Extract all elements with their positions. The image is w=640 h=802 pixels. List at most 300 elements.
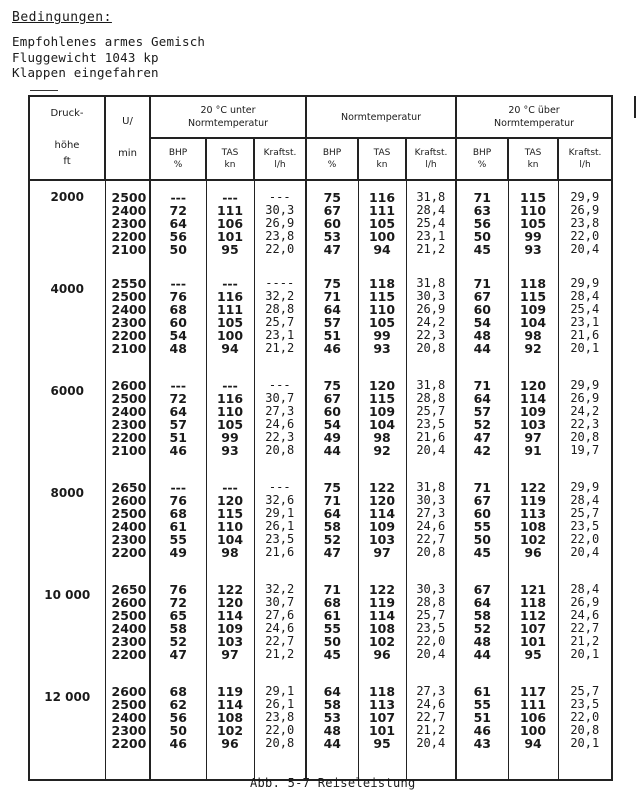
tas-value: 111 — [216, 302, 244, 317]
rpm-value: 2650 — [111, 582, 147, 597]
fuel-value: 27,3 — [416, 684, 446, 698]
fuel-value: 23,8 — [570, 216, 600, 230]
bhp-value: 67 — [473, 289, 491, 304]
fuel-value: 20,4 — [570, 242, 600, 256]
fuel-value: 20,1 — [570, 736, 600, 750]
tas-value: 114 — [368, 608, 396, 623]
altitude-block — [29, 277, 612, 379]
plus20-bhp-cell — [456, 379, 508, 481]
tas-value: 93 — [524, 242, 542, 257]
fuel-value: 22,0 — [265, 723, 295, 737]
tas-value: 106 — [519, 710, 547, 725]
bhp-value: 67 — [473, 493, 491, 508]
bhp-value: 52 — [323, 532, 341, 547]
bhp-value: 68 — [169, 684, 187, 699]
conditions-title: Bedingungen: — [12, 10, 112, 25]
rpm-value: 2500 — [111, 289, 147, 304]
altitude-cell: 12 000 — [29, 685, 105, 780]
fuel-value: 24,2 — [570, 404, 600, 418]
bhp-value: 61 — [169, 519, 187, 534]
tas-value: 104 — [368, 417, 396, 432]
fuel-value: 29,9 — [570, 190, 600, 204]
bhp-value: 71 — [323, 493, 341, 508]
altitude-header: Druck- höhe ft — [29, 96, 105, 180]
tas-value: 120 — [519, 378, 547, 393]
tas-value: 110 — [519, 203, 547, 218]
fuel-value: 26,9 — [570, 203, 600, 217]
fuel-value: 23,5 — [265, 532, 295, 546]
tas-value: 97 — [221, 647, 239, 662]
fuel-value: 23,1 — [265, 328, 295, 342]
rpm-value: 2500 — [111, 506, 147, 521]
tas-value: 94 — [524, 736, 542, 751]
plus20-fuel-cell — [558, 277, 612, 379]
rpm-value: 2500 — [111, 697, 147, 712]
fuel-value: ---- — [265, 276, 295, 290]
bhp-value: 53 — [323, 229, 341, 244]
bhp-value: 67 — [323, 391, 341, 406]
bhp-value: 71 — [473, 378, 491, 393]
tas-value: 100 — [519, 723, 547, 738]
tas-value: 120 — [368, 378, 396, 393]
bhp-value: 60 — [473, 302, 491, 317]
minus20-tas-cell — [206, 583, 254, 685]
fuel-value: 24,6 — [416, 519, 446, 533]
fuel-value: 30,7 — [265, 595, 295, 609]
std-tas-cell — [358, 583, 406, 685]
tas-value: 103 — [216, 634, 244, 649]
tas-value: 92 — [373, 443, 391, 458]
bhp-value: 56 — [169, 710, 187, 725]
bhp-value: 71 — [323, 289, 341, 304]
tas-value: 97 — [524, 430, 542, 445]
fuel-value: 23,5 — [416, 417, 446, 431]
tas-value: 95 — [373, 736, 391, 751]
tas-value: 109 — [216, 621, 244, 636]
plus20-fuel-cell — [558, 583, 612, 685]
subheader-fuel: Kraftst. l/h — [406, 138, 456, 180]
fuel-value: 28,4 — [570, 289, 600, 303]
plus20-bhp-cell — [456, 583, 508, 685]
group-header-plus20: 20 °C über Normtemperatur — [456, 96, 612, 138]
bhp-value: --- — [170, 190, 187, 205]
fuel-value: 26,9 — [570, 595, 600, 609]
fuel-value: 21,2 — [416, 242, 446, 256]
tas-value: 107 — [368, 710, 396, 725]
fuel-value: 28,8 — [265, 302, 295, 316]
tas-value: 105 — [519, 216, 547, 231]
altitude-cell: 4000 — [29, 277, 105, 379]
tas-value: 98 — [221, 545, 239, 560]
tas-value: 114 — [216, 697, 244, 712]
tas-value: 108 — [216, 710, 244, 725]
rpm-cell — [105, 277, 150, 379]
bhp-value: 72 — [169, 203, 187, 218]
fuel-value: 28,8 — [416, 595, 446, 609]
bhp-value: 55 — [169, 532, 187, 547]
bhp-value: 45 — [323, 647, 341, 662]
rpm-cell — [105, 481, 150, 583]
bhp-value: 72 — [169, 391, 187, 406]
tas-value: 116 — [216, 391, 244, 406]
fuel-value: 32,6 — [265, 493, 295, 507]
fuel-value: 27,6 — [265, 608, 295, 622]
std-tas-cell — [358, 481, 406, 583]
minus20-bhp-cell — [150, 481, 206, 583]
rpm-value: 2550 — [111, 276, 147, 291]
bhp-value: --- — [170, 480, 187, 495]
tas-value: 111 — [368, 203, 396, 218]
bhp-value: 43 — [473, 736, 491, 751]
fuel-value: 26,9 — [416, 302, 446, 316]
rpm-value: 2400 — [111, 404, 147, 419]
bhp-value: 60 — [169, 315, 187, 330]
subheader-fuel: Kraftst. l/h — [254, 138, 306, 180]
bhp-value: 47 — [473, 430, 491, 445]
fuel-value: 21,6 — [416, 430, 446, 444]
bhp-value: 67 — [473, 582, 491, 597]
std-bhp-cell — [306, 685, 358, 780]
bhp-value: 64 — [473, 595, 491, 610]
bhp-value: 71 — [473, 276, 491, 291]
tas-value: 102 — [216, 723, 244, 738]
tas-value: 104 — [519, 315, 547, 330]
bhp-value: 60 — [473, 506, 491, 521]
rpm-cell — [105, 685, 150, 780]
fuel-value: 20,4 — [416, 443, 446, 457]
minus20-bhp-cell — [150, 180, 206, 277]
altitude-block — [29, 685, 612, 780]
minus20-fuel-cell — [254, 379, 306, 481]
fuel-value: 22,0 — [416, 634, 446, 648]
bhp-value: 57 — [169, 417, 187, 432]
bhp-value: 50 — [473, 229, 491, 244]
fuel-value: 21,6 — [265, 545, 295, 559]
bhp-value: 57 — [323, 315, 341, 330]
fuel-value: 26,1 — [265, 697, 295, 711]
tas-value: 111 — [216, 203, 244, 218]
rpm-header: U/ min — [105, 96, 150, 180]
fuel-value: --- — [268, 190, 291, 204]
rpm-value: 2200 — [111, 736, 147, 751]
bhp-value: 45 — [473, 545, 491, 560]
tas-value: 119 — [216, 684, 244, 699]
fuel-value: --- — [268, 378, 291, 392]
bhp-value: 63 — [473, 203, 491, 218]
fuel-value: 20,4 — [416, 736, 446, 750]
fuel-value: 24,6 — [265, 621, 295, 635]
subheader-fuel: Kraftst. l/h — [558, 138, 612, 180]
fuel-value: 20,8 — [416, 545, 446, 559]
fuel-value: 21,2 — [570, 634, 600, 648]
fuel-value: 30,7 — [265, 391, 295, 405]
bhp-value: 68 — [169, 506, 187, 521]
minus20-bhp-cell — [150, 583, 206, 685]
bhp-value: 75 — [323, 378, 341, 393]
tas-value: 94 — [373, 242, 391, 257]
rpm-value: 2400 — [111, 710, 147, 725]
bhp-value: 53 — [323, 710, 341, 725]
plus20-tas-cell — [508, 583, 558, 685]
bhp-value: 44 — [473, 647, 491, 662]
bhp-value: 52 — [169, 634, 187, 649]
tas-value: 108 — [519, 519, 547, 534]
bhp-value: 56 — [473, 216, 491, 231]
tas-value: 110 — [216, 404, 244, 419]
tas-value: 107 — [519, 621, 547, 636]
tas-value: 114 — [368, 506, 396, 521]
fuel-value: 27,3 — [265, 404, 295, 418]
tas-value: 95 — [221, 242, 239, 257]
rpm-value: 2300 — [111, 315, 147, 330]
minus20-fuel-cell — [254, 481, 306, 583]
fuel-value: 30,3 — [416, 493, 446, 507]
bhp-value: 54 — [473, 315, 491, 330]
tas-value: 120 — [368, 493, 396, 508]
altitude-block — [29, 379, 612, 481]
rpm-value: 2100 — [111, 341, 147, 356]
bhp-value: 57 — [473, 404, 491, 419]
fuel-value: 28,4 — [570, 582, 600, 596]
fuel-value: 21,2 — [416, 723, 446, 737]
bhp-value: 51 — [169, 430, 187, 445]
plus20-tas-cell — [508, 180, 558, 277]
subheader-bhp: BHP % — [150, 138, 206, 180]
fuel-value: 22,3 — [265, 430, 295, 444]
tas-value: 109 — [519, 404, 547, 419]
tas-value: 109 — [368, 404, 396, 419]
rpm-value: 2300 — [111, 634, 147, 649]
fuel-value: 22,7 — [416, 532, 446, 546]
plus20-fuel-cell — [558, 379, 612, 481]
bhp-value: 54 — [169, 328, 187, 343]
tas-value: 99 — [373, 328, 391, 343]
altitude-cell: 6000 — [29, 379, 105, 481]
std-bhp-cell — [306, 583, 358, 685]
bhp-value: 64 — [323, 684, 341, 699]
tas-value: 115 — [368, 289, 396, 304]
bhp-value: 68 — [169, 302, 187, 317]
fuel-value: 31,8 — [416, 276, 446, 290]
fuel-value: 20,8 — [416, 341, 446, 355]
plus20-bhp-cell — [456, 180, 508, 277]
fuel-value: 19,7 — [570, 443, 600, 457]
tas-value: 122 — [519, 480, 547, 495]
fuel-value: 24,2 — [416, 315, 446, 329]
bhp-value: 48 — [323, 723, 341, 738]
fuel-value: 22,0 — [570, 710, 600, 724]
minus20-tas-cell — [206, 685, 254, 780]
group-header-standard: Normtemperatur — [306, 96, 456, 138]
tas-value: 118 — [519, 595, 547, 610]
rpm-value: 2500 — [111, 608, 147, 623]
minus20-bhp-cell — [150, 685, 206, 780]
fuel-value: 20,1 — [570, 341, 600, 355]
fuel-value: 20,4 — [570, 545, 600, 559]
altitude-cell: 10 000 — [29, 583, 105, 685]
tas-value: 96 — [221, 736, 239, 751]
bhp-value: 47 — [323, 242, 341, 257]
fuel-value: 29,9 — [570, 480, 600, 494]
minus20-tas-cell — [206, 180, 254, 277]
bhp-value: 56 — [169, 229, 187, 244]
tas-value: 105 — [368, 315, 396, 330]
fuel-value: 29,9 — [570, 378, 600, 392]
tas-value: 114 — [216, 608, 244, 623]
minus20-fuel-cell — [254, 685, 306, 780]
fuel-value: 28,4 — [570, 493, 600, 507]
rpm-value: 2100 — [111, 242, 147, 257]
bhp-value: 50 — [323, 634, 341, 649]
plus20-fuel-cell — [558, 481, 612, 583]
tas-value: 110 — [216, 519, 244, 534]
std-fuel-cell — [406, 583, 456, 685]
rpm-value: 2200 — [111, 229, 147, 244]
tas-value: 111 — [519, 697, 547, 712]
fuel-value: 20,8 — [265, 736, 295, 750]
fuel-value: 29,1 — [265, 506, 295, 520]
tas-value: 118 — [519, 276, 547, 291]
fuel-value: 23,8 — [265, 229, 295, 243]
bhp-value: 58 — [323, 697, 341, 712]
bhp-value: 55 — [473, 519, 491, 534]
fuel-value: 30,3 — [416, 289, 446, 303]
bhp-value: 58 — [473, 608, 491, 623]
rpm-value: 2100 — [111, 443, 147, 458]
std-fuel-cell — [406, 379, 456, 481]
bhp-value: 51 — [323, 328, 341, 343]
altitude-cell: 2000 — [29, 180, 105, 277]
fuel-value: 28,4 — [416, 203, 446, 217]
minus20-bhp-cell — [150, 277, 206, 379]
tas-value: 96 — [373, 647, 391, 662]
tas-value: 105 — [368, 216, 396, 231]
fuel-value: 25,7 — [416, 404, 446, 418]
fuel-value: 23,5 — [570, 519, 600, 533]
bhp-value: 76 — [169, 582, 187, 597]
fuel-value: 20,1 — [570, 647, 600, 661]
rpm-value: 2300 — [111, 216, 147, 231]
tas-value: 118 — [368, 276, 396, 291]
rpm-value: 2400 — [111, 621, 147, 636]
bhp-value: 76 — [169, 493, 187, 508]
fuel-value: 24,6 — [265, 417, 295, 431]
fuel-value: 21,2 — [265, 341, 295, 355]
std-tas-cell — [358, 379, 406, 481]
tas-value: 109 — [368, 519, 396, 534]
tas-value: 98 — [524, 328, 542, 343]
bhp-value: 58 — [323, 519, 341, 534]
fuel-value: 22,7 — [265, 634, 295, 648]
fuel-value: 25,4 — [570, 302, 600, 316]
tas-value: 116 — [368, 190, 396, 205]
bhp-value: 52 — [473, 417, 491, 432]
tas-value: 94 — [221, 341, 239, 356]
fuel-value: 25,7 — [416, 608, 446, 622]
tas-value: 115 — [368, 391, 396, 406]
std-fuel-cell — [406, 685, 456, 780]
subheader-tas: TAS kn — [358, 138, 406, 180]
tas-value: 104 — [216, 532, 244, 547]
rpm-value: 2600 — [111, 378, 147, 393]
subheader-bhp: BHP % — [456, 138, 508, 180]
bhp-value: 65 — [169, 608, 187, 623]
fuel-value: 22,0 — [570, 532, 600, 546]
fuel-value: 20,4 — [416, 647, 446, 661]
plus20-tas-cell — [508, 685, 558, 780]
rpm-value: 2500 — [111, 190, 147, 205]
minus20-fuel-cell — [254, 583, 306, 685]
bhp-value: 71 — [473, 480, 491, 495]
fuel-value: 31,8 — [416, 480, 446, 494]
tas-value: 115 — [519, 289, 547, 304]
rpm-cell — [105, 379, 150, 481]
tas-value: --- — [222, 276, 238, 291]
fuel-value: 31,8 — [416, 378, 446, 392]
tas-value: 93 — [373, 341, 391, 356]
condition-flaps: Klappen eingefahren — [12, 65, 159, 80]
plus20-bhp-cell — [456, 277, 508, 379]
std-bhp-cell — [306, 481, 358, 583]
bhp-value: 71 — [473, 190, 491, 205]
tas-value: 105 — [216, 315, 244, 330]
rpm-value: 2200 — [111, 328, 147, 343]
bhp-value: 50 — [473, 532, 491, 547]
fuel-value: 20,8 — [570, 723, 600, 737]
fuel-value: 25,7 — [570, 506, 600, 520]
tas-value: 115 — [519, 190, 547, 205]
fuel-value: 23,1 — [570, 315, 600, 329]
bhp-value: 64 — [323, 302, 341, 317]
fuel-value: 22,3 — [570, 417, 600, 431]
bhp-value: 48 — [473, 328, 491, 343]
rpm-value: 2200 — [111, 647, 147, 662]
fuel-value: 29,9 — [570, 276, 600, 290]
bhp-value: 64 — [169, 404, 187, 419]
bhp-value: 42 — [473, 443, 491, 458]
bhp-value: 75 — [323, 276, 341, 291]
minus20-tas-cell — [206, 481, 254, 583]
rpm-value: 2200 — [111, 430, 147, 445]
tas-value: 110 — [368, 302, 396, 317]
rpm-value: 2400 — [111, 519, 147, 534]
std-bhp-cell — [306, 180, 358, 277]
bhp-value: 64 — [473, 391, 491, 406]
bhp-value: 46 — [169, 443, 187, 458]
bhp-value: 60 — [323, 216, 341, 231]
tas-value: --- — [222, 378, 238, 393]
fuel-value: 29,1 — [265, 684, 295, 698]
tas-value: 91 — [524, 443, 542, 458]
tas-value: 119 — [368, 595, 396, 610]
fuel-value: 30,3 — [265, 203, 295, 217]
bhp-value: 44 — [473, 341, 491, 356]
fuel-value: 22,3 — [416, 328, 446, 342]
bhp-value: 76 — [169, 289, 187, 304]
fuel-value: 20,8 — [570, 430, 600, 444]
bhp-value: 58 — [169, 621, 187, 636]
fuel-value: 24,6 — [570, 608, 600, 622]
plus20-bhp-cell — [456, 685, 508, 780]
fuel-value: 26,9 — [570, 391, 600, 405]
bhp-value: 60 — [323, 404, 341, 419]
rpm-value: 2400 — [111, 302, 147, 317]
fuel-value: 26,9 — [265, 216, 295, 230]
tas-value: 108 — [368, 621, 396, 636]
tas-value: 97 — [373, 545, 391, 560]
rpm-value: 2300 — [111, 723, 147, 738]
fuel-value: 21,6 — [570, 328, 600, 342]
